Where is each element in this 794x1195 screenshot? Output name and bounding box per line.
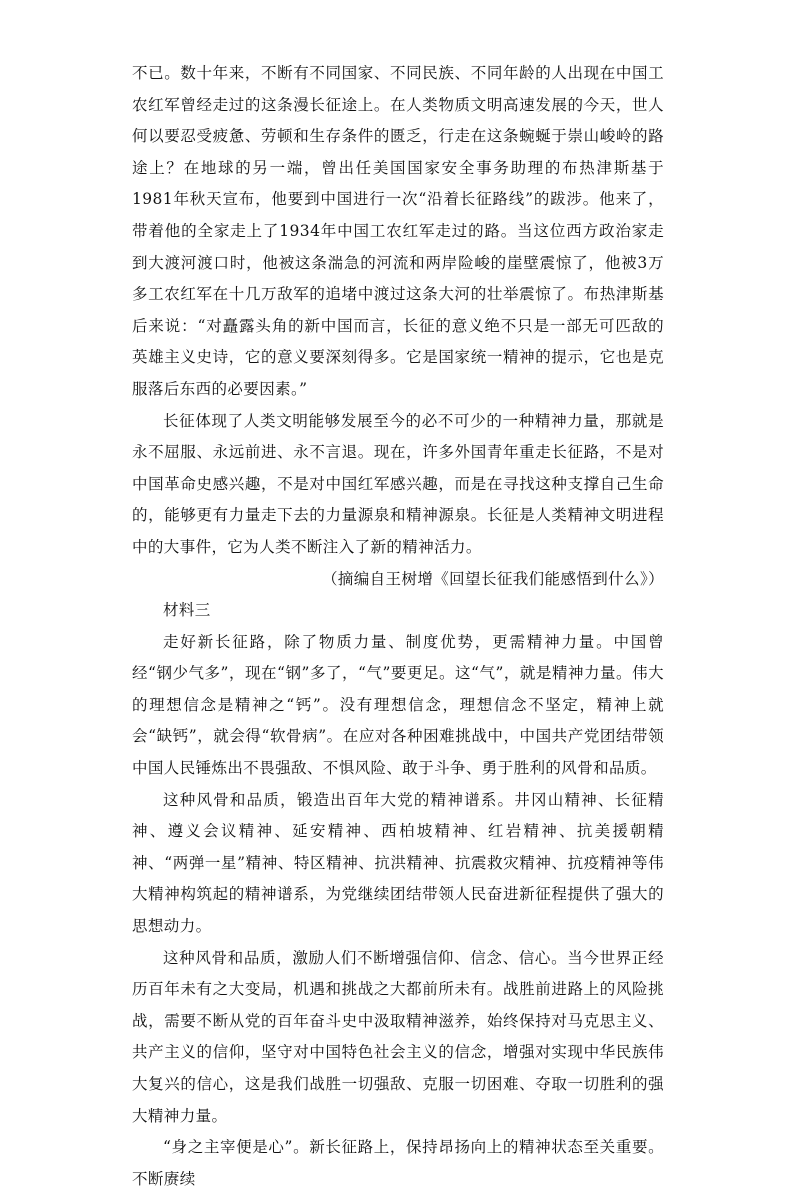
body-paragraph-2: 长征体现了人类文明能够发展至今的必不可少的一种精神力量，那就是永不屈服、永远前进、永不言退。现在，许多外国青年重走长征路，不是对中国革命史感兴趣，不是对中国红军感兴趣，而是在寻找这种支撑自己生命的，能够更有力量走下去的力量源泉和精神源泉。长征是人类精神文明进程中的大事件，它为人类不断注入了新的精神活力。 bbox=[132, 411, 664, 556]
body-paragraph-4: 这种风骨和品质，锻造出百年大党的精神谱系。井冈山精神、长征精神、遵义会议精神、延安精神、西柏坡精神、红岩精神、抗美援朝精神、“两弹一星”精神、特区精神、抗洪精神、抗震救灾精神、抗疫精神等伟大精神构筑起的精神谱系，为党继续团结带领人民奋进新征程提供了强大的思想动力。 bbox=[132, 790, 664, 936]
body-paragraph-6: “身之主宰便是心”。新长征路上，保持昂扬向上的精神状态至关重要。不断赓续 bbox=[132, 1138, 664, 1188]
body-paragraph-5: 这种风骨和品质，激励人们不断增强信仰、信念、信心。当今世界正经历百年未有之大变局，机遇和挑战之大都前所未有。战胜前进路上的风险挑战，需要不断从党的百年奋斗史中汲取精神滋养，始终保持对马克思主义、共产主义的信仰，坚守对中国特色社会主义的信念，增强对实现中华民族伟大复兴的信心，这是我们战胜一切强敌、克服一切困难、夺取一切胜利的强大精神力量。 bbox=[132, 948, 664, 1125]
source-citation: （摘编自王树增《回望长征我们能感悟到什么》） bbox=[321, 569, 664, 588]
body-paragraph-1: 不已。数十年来，不断有不同国家、不同民族、不同年龄的人出现在中国工农红军曾经走过的这条漫长征途上。在人类物质文明高速发展的今天，世人何以要忍受疲惫、劳顿和生存条件的匮乏，行走在这条蜿蜒于崇山峻岭的路途上？在地球的另一端，曾出任美国国家安全事务助理的布热津斯基于1981年秋天宣布，他要到中国进行一次“沿着长征路线”的跋涉。他来了，带着他的全家走上了1934年中国工农红军走过的路。当这位西方政治家走到大渡河渡口时，他被这条湍急的河流和两岸险峻的崖壁震惊了，他被3万多工农红军在十几万敌军的追堵中渡过这条大河的壮举震惊了。布热津斯基后来说：“对矗露头角的新中国而言，长征的意义绝不只是一部无可匹敌的英雄主义史诗，它的意义要深刻得多。它是国家统一精神的提示，它也是克服落后东西的必要因素。” bbox=[132, 64, 664, 398]
body-paragraph-3: 走好新长征路，除了物质力量、制度优势，更需精神力量。中国曾经“钢少气多”，现在“钢”多了，“气”要更足。这“气”，就是精神力量。伟大的理想信念是精神之“钙”。没有理想信念，理想信念不坚定，精神上就会“缺钙”，就会得“软骨病”。在应对各种困难挑战中，中国共产党团结带领中国人民锤炼出不畏强敌、不惧风险、敢于斗争、勇于胜利的风骨和品质。 bbox=[132, 632, 664, 778]
material-label: 材料三 bbox=[163, 601, 211, 620]
